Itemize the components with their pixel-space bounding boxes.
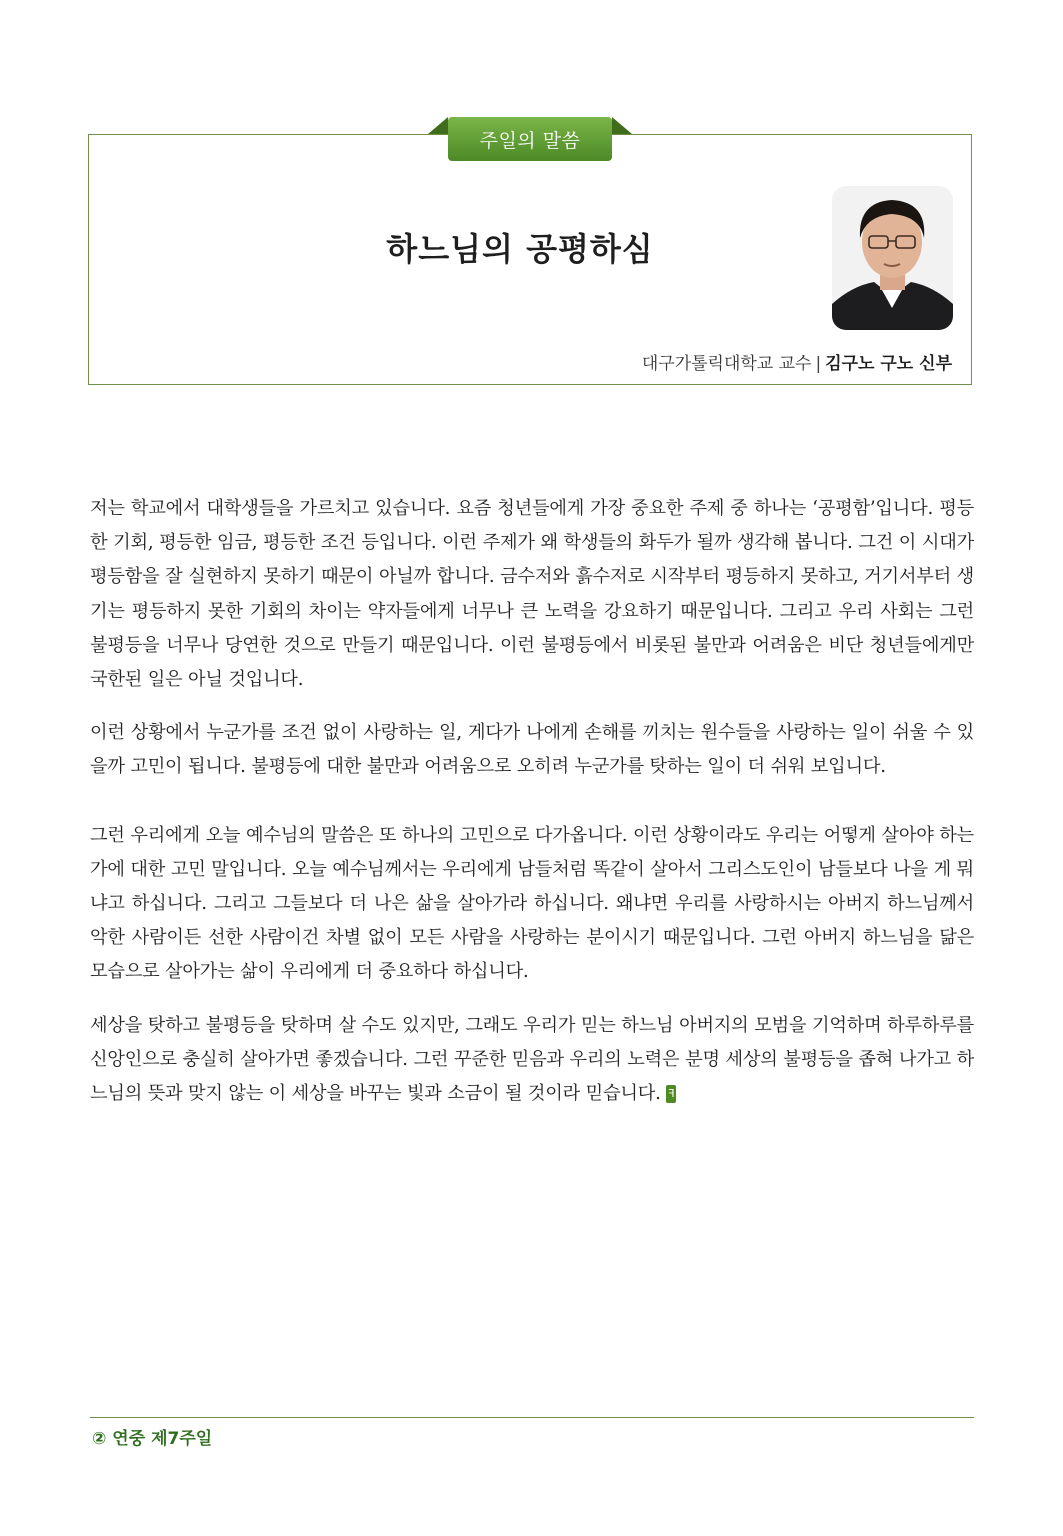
byline xyxy=(642,349,952,374)
author-portrait xyxy=(832,186,953,330)
paragraph: 이런 상황에서 누군가를 조건 없이 사랑하는 일, 게다가 나에게 손해를 끼치는 원수들을 사랑하는 일이 쉬울 수 있을까 고민이 됩니다. 불평등에 대한 불만과 어려움으로 오히려 누군가를 탓하는 일이 더 쉬워 보입니다. xyxy=(90,722,974,778)
paragraph xyxy=(90,1009,974,1112)
footer-divider xyxy=(90,1417,974,1418)
paragraph: 저는 학교에서 대학생들을 가르치고 있습니다. 요즘 청년들에게 가장 중요한 주제 중 하나는 ‘공평함’입니다. 평등한 기회, 평등한 임금, 평등한 조건 등입니다. 이런 주제가 왜 학생들의 화두가 될까 생각해 봅니다. 그건 이 시대가 평등함을 잘 실현하지 못하기 때문이 아닐까 합니다. 금수저와 흙수저로 시작부터 평등하지 못하고, 거기서부터 생기는 평등하지 못한 기회의 차이는 약자들에게 너무나 큰 노력을 강요하기 때문입니다. 그리고 우리 사회는 그런 불평등을 너무나 당연한 것으로 만들기 때문입니다. 이런 불평등에서 비롯된 불만과 어려움은 비단 청년들에게만 국한된 일은 아닐 것입니다. xyxy=(90,498,974,691)
paragraph-text: 세상을 탓하고 불평등을 탓하며 살 수도 있지만, 그래도 우리가 믿는 하느님 아버지의 모범을 기억하며 하루하루를 신앙인으로 충실히 살아가면 좋겠습니다. 그런 꾸준한 믿음과 우리의 노력은 분명 세상의 불평등을 좁혀 나가고 하느님의 뜻과 맞지 않는 이 세상을 바꾸는 빛과 소금이 될 것이라 믿습니다. xyxy=(90,1014,974,1105)
article-body xyxy=(90,492,974,1130)
footer-liturgical-day: ② 연중 제7주일 xyxy=(92,1429,213,1449)
section-tab xyxy=(428,117,632,165)
byline-separator: | xyxy=(815,354,822,374)
section-tab-label: 주일의 말씀 xyxy=(479,129,581,152)
end-mark-icon: ꟻ xyxy=(666,1085,676,1103)
author-name: 김구노 구노 신부 xyxy=(825,354,952,374)
author-portrait-icon xyxy=(832,186,953,330)
paragraph: 그런 우리에게 오늘 예수님의 말씀은 또 하나의 고민으로 다가옵니다. 이런 상황이라도 우리는 어떻게 살아야 하는가에 대한 고민 말입니다. 오늘 예수님께서는 우리에게 남들처럼 똑같이 살아서 그리스도인이 남들보다 나을 게 뭐냐고 하십니다. 그리고 그들보다 더 나은 삶을 살아가라 하십니다. 왜냐면 우리를 사랑하시는 아버지 하느님께서 악한 사람이든 선한 사람이건 차별 없이 모든 사람을 사랑하는 분이시기 때문입니다. 그런 아버지 하느님을 닮은 모습으로 살아가는 삶이 우리에게 더 중요하다 하십니다. xyxy=(90,824,974,983)
author-affiliation: 대구가톨릭대학교 교수 xyxy=(641,354,812,374)
article-title: 하느님의 공평하심 xyxy=(386,230,654,268)
